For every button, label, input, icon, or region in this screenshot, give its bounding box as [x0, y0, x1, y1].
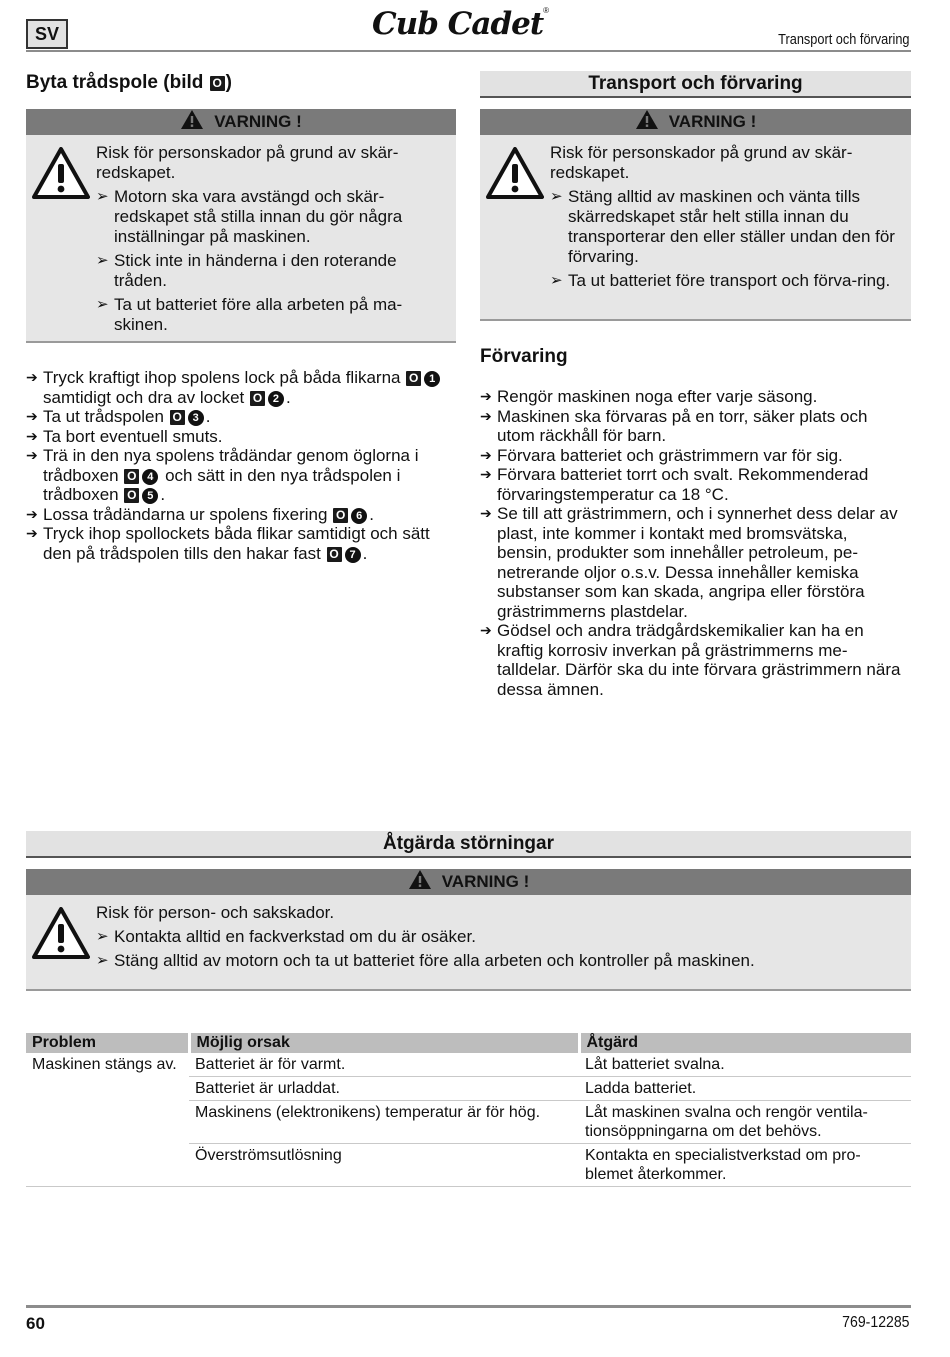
brand-logo — [372, 6, 572, 40]
arrow-right-icon: ➔ — [480, 622, 492, 638]
cause-cell: Maskinens (elektronikens) temperatur är för hög. — [189, 1101, 579, 1144]
list-item-text: Rengör maskinen noga efter varje säsong. — [497, 387, 818, 406]
arrowhead-icon: ➢ — [96, 296, 109, 313]
language-badge: SV — [26, 19, 68, 49]
warning-item-text: Ta ut batteriet före transport och förva-ring. — [568, 271, 891, 290]
warning-item — [96, 951, 896, 971]
warning-text — [550, 143, 900, 291]
step-number: 5 — [142, 488, 158, 504]
warning-item-text: Kontakta alltid en fackverkstad om du är osäker. — [114, 927, 476, 946]
warning-sign-icon — [32, 147, 90, 199]
warning-triangle-icon — [180, 109, 204, 130]
problem-cell: Maskinen stängs av. — [26, 1053, 189, 1187]
subsection-title-storage: Förvaring — [480, 346, 568, 367]
warning-item-text: Stäng alltid av motorn och ta ut batteriet före alla arbeten och kontroller på maskinen. — [114, 951, 755, 970]
arrow-right-icon: ➔ — [26, 408, 38, 424]
running-title: Transport och förvaring — [778, 31, 910, 48]
figure-ref: O — [124, 488, 139, 503]
list-item-text: Se till att grästrimmern, och i synnerhet dess delar av plast, inte kommer i kontakt med bromsvätska, bensin, produkter som innehåller petroleum, pe-netrerande oljor o.s.v. Dessa innehåller kemiska substanser som kan skada, angripa eller förstöra grästrimmerns plastdelar. — [497, 504, 898, 621]
text-fragment: . — [205, 407, 211, 426]
title-text: Byta trådspole (bild — [26, 72, 209, 93]
text-fragment: samtidigt och dra av locket — [43, 387, 249, 407]
arrow-right-icon: ➔ — [480, 466, 492, 482]
arrow-right-icon: ➔ — [26, 505, 38, 522]
warning-label: VARNING ! — [214, 112, 302, 131]
warning-item — [96, 251, 436, 291]
text-fragment: . — [285, 387, 291, 407]
step-number: 4 — [142, 469, 158, 485]
text-fragment: Tryck ihop spollockets båda flikar samtidigt och sätt den på trådspolen tills den hakar fast — [43, 524, 430, 563]
list-item — [26, 427, 451, 447]
warning-sign-icon — [486, 147, 544, 199]
arrow-right-icon: ➔ — [480, 407, 492, 424]
registered-mark: ® — [543, 6, 550, 15]
warning-item — [96, 927, 896, 947]
text-fragment: och sätt in den nya trådspolen i trådboxen — [43, 465, 401, 504]
list-item — [26, 407, 451, 427]
list-item-text: Maskinen ska förvaras på en torr, säker plats och utom räckhåll för barn. — [497, 406, 868, 445]
spool-steps-list — [26, 368, 451, 563]
list-item — [480, 465, 905, 504]
section-title-replace-spool — [26, 72, 232, 94]
warning-item — [550, 271, 900, 291]
storage-steps-list — [480, 387, 905, 699]
action-cell: Låt maskinen svalna och rengör ventila-tionsöppningarna om det behövs. — [579, 1101, 911, 1144]
warning-label: VARNING ! — [441, 872, 530, 891]
column-header-cause: Möjlig orsak — [189, 1033, 579, 1053]
table-header-row — [26, 1033, 911, 1053]
text-fragment: Ta bort eventuell smuts. — [43, 426, 223, 446]
warning-text — [96, 903, 896, 971]
column-header-action: Åtgärd — [579, 1033, 911, 1053]
section-title-transport: Transport och förvaring — [480, 71, 911, 98]
arrowhead-icon: ➢ — [550, 188, 563, 205]
figure-ref: O — [333, 508, 348, 523]
warning-item — [96, 187, 436, 247]
arrowhead-icon: ➢ — [96, 952, 109, 969]
list-item — [26, 524, 451, 563]
warning-lead: Risk för person- och sakskador. — [96, 903, 335, 922]
warning-lead: Risk för personskador på grund av skär-redskapet. — [550, 143, 853, 182]
action-cell: Kontakta en specialistverkstad om pro-blemet återkommer. — [579, 1144, 911, 1187]
list-item — [26, 446, 451, 505]
list-item — [480, 621, 905, 699]
warning-body — [480, 135, 911, 321]
page-number: 60 — [26, 1314, 45, 1333]
step-number: 1 — [424, 371, 440, 387]
document-number: 769-12285 — [842, 1314, 910, 1331]
figure-ref: O — [170, 410, 185, 425]
step-number: 2 — [268, 391, 284, 407]
list-item-text — [43, 427, 223, 447]
figure-ref: O — [327, 547, 342, 562]
cause-cell: Batteriet är för varmt. — [189, 1053, 579, 1077]
troubleshooting-table — [26, 1033, 911, 1187]
header-divider — [26, 50, 911, 52]
list-item-text: Gödsel och andra trädgårdskemikalier kan ha en kraftig korrosiv inverkan på grästrimmerns me-talldelar. Därför ska du inte förvara grästrimmern nära dessa ämnen. — [497, 621, 901, 699]
list-item — [480, 387, 905, 407]
warning-triangle-icon — [408, 869, 432, 890]
warning-box-left — [26, 109, 456, 343]
warning-lead: Risk för personskador på grund av skär-redskapet. — [96, 143, 399, 182]
warning-item — [96, 295, 436, 335]
arrow-right-icon: ➔ — [26, 369, 38, 385]
list-item-text — [43, 407, 210, 427]
warning-item-text: Motorn ska vara avstängd och skär-redskapet stå stilla innan du gör några inställningar på maskinen. — [114, 187, 403, 246]
arrow-right-icon: ➔ — [26, 525, 38, 541]
cause-cell: Överströmsutlösning — [189, 1144, 579, 1187]
list-item — [480, 504, 905, 621]
arrowhead-icon: ➢ — [96, 928, 109, 945]
figure-ref: O — [210, 76, 225, 91]
warning-box-right — [480, 109, 911, 321]
figure-ref: O — [124, 469, 139, 484]
action-cell: Ladda batteriet. — [579, 1077, 911, 1101]
arrow-right-icon: ➔ — [26, 447, 38, 463]
text-fragment: Trä in den nya spolens trådändar genom öglorna i trådboxen — [43, 446, 419, 485]
warning-header — [26, 109, 456, 135]
logo-wordmark: Cub Cadet — [372, 6, 544, 42]
figure-ref: O — [406, 371, 421, 386]
list-item — [480, 407, 905, 446]
warning-body — [26, 135, 456, 343]
step-number: 6 — [351, 508, 367, 524]
arrow-right-icon: ➔ — [480, 446, 492, 463]
warning-triangle-icon — [635, 109, 659, 130]
warning-item-text: Ta ut batteriet före alla arbeten på ma-skinen. — [114, 295, 403, 334]
list-item-text — [43, 524, 451, 563]
list-item-text — [43, 368, 451, 407]
action-cell: Låt batteriet svalna. — [579, 1053, 911, 1077]
title-suffix: ) — [225, 72, 232, 93]
text-fragment: Ta ut trådspolen — [43, 407, 169, 426]
column-header-problem: Problem — [26, 1033, 189, 1053]
warning-box-troubleshooting — [26, 869, 911, 991]
arrowhead-icon: ➢ — [96, 188, 109, 205]
table-row — [26, 1053, 911, 1077]
footer-divider — [26, 1305, 911, 1308]
warning-item-text: Stäng alltid av maskinen och vänta tills skärredskapet står helt stilla innan du transporterar den eller ställer undan den för förvaring. — [568, 187, 895, 266]
step-number: 3 — [188, 410, 204, 426]
list-item — [26, 505, 451, 525]
list-item-text: Förvara batteriet och grästrimmern var för sig. — [497, 445, 843, 465]
warning-item-text: Stick inte in händerna i den roterande tråden. — [114, 251, 397, 290]
arrowhead-icon: ➢ — [96, 252, 109, 269]
warning-sign-icon — [32, 907, 90, 959]
step-number: 7 — [345, 547, 361, 563]
text-fragment: . — [160, 485, 166, 504]
list-item-text — [43, 446, 451, 505]
text-fragment: . — [369, 504, 374, 524]
arrowhead-icon: ➢ — [550, 272, 563, 289]
list-item-text: Förvara batteriet torrt och svalt. Rekommenderad förvaringstemperatur ca 18 °C. — [497, 465, 869, 504]
list-item — [480, 446, 905, 466]
arrow-right-icon: ➔ — [26, 427, 38, 444]
list-item — [26, 368, 451, 407]
warning-label: VARNING ! — [668, 112, 757, 131]
warning-header — [480, 109, 911, 135]
warning-body — [26, 895, 911, 991]
cause-cell: Batteriet är urladdat. — [189, 1077, 579, 1101]
warning-header — [26, 869, 911, 895]
figure-ref: O — [250, 391, 265, 406]
text-fragment: Lossa trådändarna ur spolens fixering — [43, 504, 333, 524]
list-item-text — [43, 505, 374, 525]
text-fragment: Tryck kraftigt ihop spolens lock på båda flikarna — [43, 368, 406, 387]
warning-item — [550, 187, 900, 267]
section-title-troubleshooting: Åtgärda störningar — [26, 831, 911, 858]
arrow-right-icon: ➔ — [480, 388, 492, 404]
arrow-right-icon: ➔ — [480, 505, 492, 521]
warning-text — [96, 143, 436, 335]
text-fragment: . — [362, 543, 368, 563]
